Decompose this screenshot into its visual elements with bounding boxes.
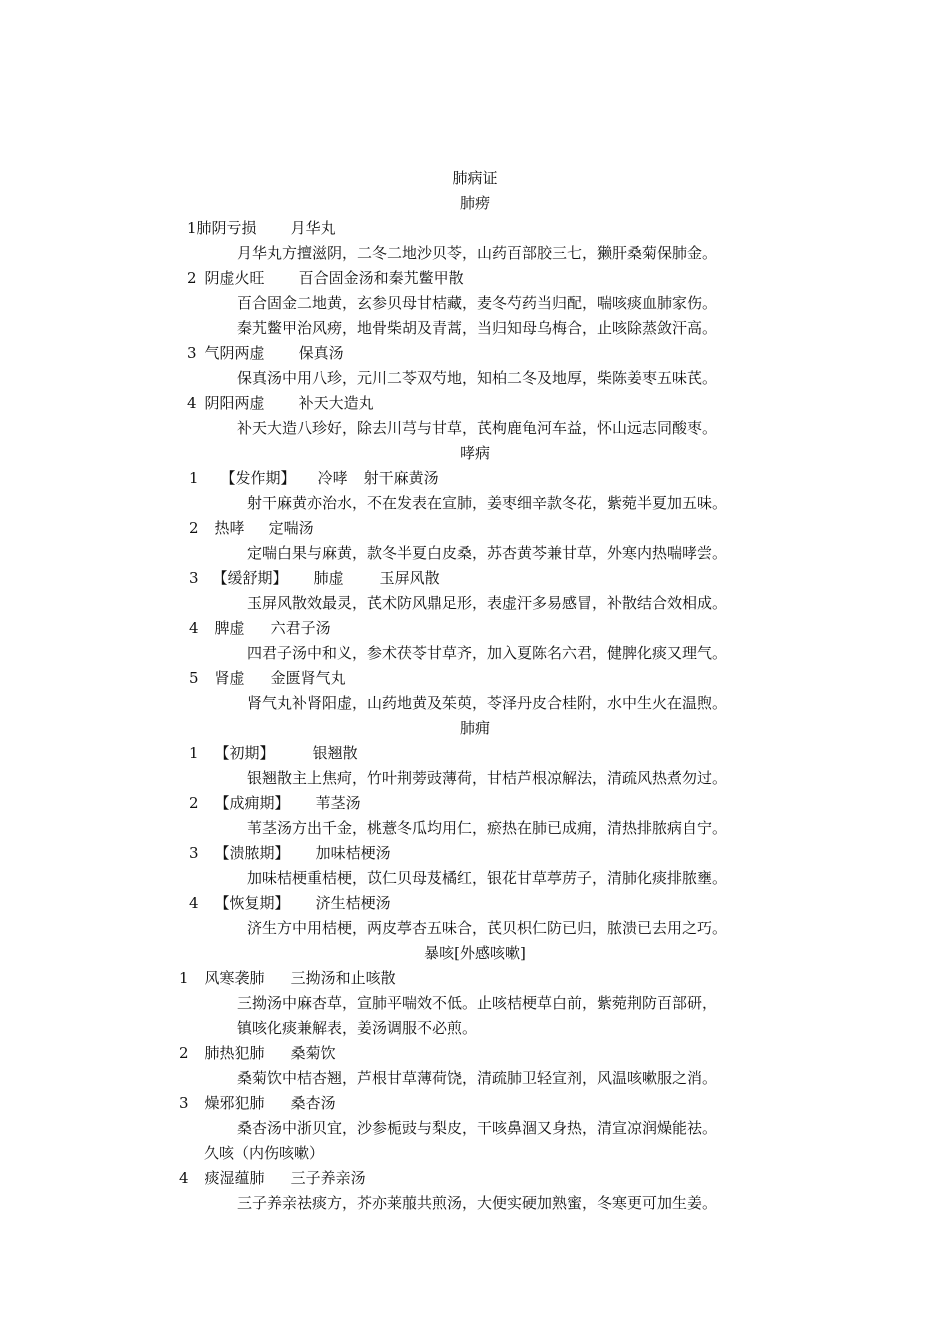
formula-name: 三拗汤和止咳散 xyxy=(290,969,396,987)
syndrome-name: 气阴两虚 xyxy=(204,344,265,362)
section-heading-xiaobing: 哮病 xyxy=(459,444,490,462)
entry-num: 2 xyxy=(187,269,197,287)
entry-header xyxy=(187,218,336,238)
entry-header xyxy=(179,1093,336,1113)
formula-name: 银翘散 xyxy=(312,744,358,762)
formula-name: 定喘汤 xyxy=(268,519,314,537)
entry-num: 5 xyxy=(189,669,199,687)
entry-header xyxy=(189,568,440,588)
section-heading-feilao: 肺痨 xyxy=(459,194,490,212)
syndrome-name: 阴阳两虚 xyxy=(204,394,265,412)
syndrome-name: 肺虚 xyxy=(313,569,344,587)
formula-verse: 保真汤中用八珍，元川二苓双芍地，知柏二冬及地厚，柴陈姜枣五味芪。 xyxy=(237,369,718,387)
entry-num: 2 xyxy=(189,519,199,537)
formula-name: 济生桔梗汤 xyxy=(315,894,391,912)
formula-name: 百合固金汤和秦艽鳖甲散 xyxy=(298,269,464,287)
formula-verse: 补天大造八珍好，除去川芎与甘草，芪枸鹿龟河车益，怀山远志同酸枣。 xyxy=(237,419,718,437)
entry-num: 3 xyxy=(187,344,197,362)
phase-label: 【溃脓期】 xyxy=(214,844,290,862)
formula-name: 三子养亲汤 xyxy=(290,1169,366,1187)
entry-header xyxy=(189,893,391,913)
formula-verse: 肾气丸补肾阳虚，山药地黄及茱萸，苓泽丹皮合桂附，水中生火在温煦。 xyxy=(247,694,728,712)
document-title: 肺病证 xyxy=(452,169,498,187)
entry-header xyxy=(189,518,314,538)
formula-name: 补天大造丸 xyxy=(298,394,374,412)
formula-verse: 三拗汤中麻杏草，宣肺平喘效不低。止咳桔梗草白前，紫菀荆防百部研， xyxy=(237,994,718,1012)
formula-verse: 射干麻黄亦治水，不在发表在宣肺，姜枣细辛款冬花，紫菀半夏加五味。 xyxy=(247,494,728,512)
formula-verse: 三子养亲祛痰方，芥亦莱菔共煎汤，大便实硬加熟蜜，冬寒更可加生姜。 xyxy=(237,1194,718,1212)
syndrome-name: 肺热犯肺 xyxy=(204,1044,265,1062)
formula-verse: 桑菊饮中桔杏翘，芦根甘草薄荷饶，清疏肺卫轻宣剂，风温咳嗽服之消。 xyxy=(237,1069,718,1087)
formula-name: 六君子汤 xyxy=(270,619,331,637)
entry-num: 1 xyxy=(189,469,199,487)
formula-verse: 月华丸方擅滋阴，二冬二地沙贝苓，山药百部胶三七，獭肝桑菊保肺金。 xyxy=(237,244,718,262)
entry-num: 3 xyxy=(189,844,199,862)
syndrome-name: 冷哮 xyxy=(317,469,348,487)
entry-header xyxy=(179,968,396,988)
entry-num: 2 xyxy=(179,1044,189,1062)
syndrome-name: 燥邪犯肺 xyxy=(204,1094,265,1112)
formula-verse: 加味桔梗重桔梗，苡仁贝母芨橘红，银花甘草葶苈子，清肺化痰排脓壅。 xyxy=(247,869,728,887)
entry-header xyxy=(187,343,344,363)
entry-header xyxy=(189,793,361,813)
formula-name: 苇茎汤 xyxy=(315,794,361,812)
entry-num: 1 xyxy=(189,744,199,762)
syndrome-name: 热哮 xyxy=(214,519,245,537)
formula-verse: 济生方中用桔梗，两皮葶杏五味合，芪贝枳仁防已归，脓溃已去用之巧。 xyxy=(247,919,728,937)
formula-name: 桑菊饮 xyxy=(290,1044,336,1062)
section-heading-jiuke: 久咳（内伤咳嗽） xyxy=(204,1144,325,1162)
entry-header xyxy=(189,843,391,863)
formula-verse: 秦艽鳖甲治风痨，地骨柴胡及青蒿，当归知母乌梅合，止咳除蒸敛汗高。 xyxy=(237,319,718,337)
formula-name: 月华丸 xyxy=(290,219,336,237)
entry-header xyxy=(179,1043,336,1063)
syndrome-name: 阴虚火旺 xyxy=(204,269,265,287)
entry-header xyxy=(189,743,358,763)
phase-label: 【初期】 xyxy=(214,744,275,762)
phase-label: 【成痈期】 xyxy=(214,794,290,812)
entry-num: 1 xyxy=(187,219,197,237)
formula-name: 金匮肾气丸 xyxy=(270,669,346,687)
formula-verse: 苇茎汤方出千金，桃薏冬瓜均用仁，瘀热在肺已成痈，清热排脓病自宁。 xyxy=(247,819,728,837)
syndrome-name: 肾虚 xyxy=(214,669,245,687)
section-heading-feiyong: 肺痈 xyxy=(459,719,490,737)
phase-label: 【发作期】 xyxy=(220,469,296,487)
entry-num: 4 xyxy=(189,894,199,912)
formula-name: 保真汤 xyxy=(298,344,344,362)
formula-name: 桑杏汤 xyxy=(290,1094,336,1112)
formula-name: 射干麻黄汤 xyxy=(363,469,439,487)
entry-header xyxy=(189,668,346,688)
entry-num: 3 xyxy=(179,1094,189,1112)
entry-header xyxy=(179,1168,366,1188)
formula-verse: 镇咳化痰兼解表，姜汤调服不必煎。 xyxy=(237,1019,478,1037)
entry-num: 4 xyxy=(187,394,197,412)
section-heading-baoke: 暴咳[外感咳嗽] xyxy=(424,944,526,962)
entry-num: 4 xyxy=(179,1169,189,1187)
entry-num: 1 xyxy=(179,969,189,987)
formula-verse: 四君子汤中和义，参术茯苓甘草齐，加入夏陈名六君，健脾化痰又理气。 xyxy=(247,644,728,662)
syndrome-name: 风寒袭肺 xyxy=(204,969,265,987)
entry-header xyxy=(189,468,439,488)
formula-name: 玉屏风散 xyxy=(379,569,440,587)
entry-num: 3 xyxy=(189,569,199,587)
entry-header xyxy=(189,618,331,638)
formula-verse: 银翘散主上焦疴，竹叶荆蒡豉薄荷，甘桔芦根凉解法，清疏风热煮勿过。 xyxy=(247,769,728,787)
entry-header xyxy=(187,393,374,413)
entry-num: 2 xyxy=(189,794,199,812)
syndrome-name: 肺阴亏损 xyxy=(196,219,257,237)
formula-name: 加味桔梗汤 xyxy=(315,844,391,862)
formula-verse: 桑杏汤中浙贝宜，沙参栀豉与梨皮，干咳鼻涸又身热，清宣凉润燥能祛。 xyxy=(237,1119,718,1137)
phase-label: 【缓舒期】 xyxy=(212,569,288,587)
formula-verse: 玉屏风散效最灵，芪术防风鼎足形，表虚汗多易感冒，补散结合效相成。 xyxy=(247,594,728,612)
formula-verse: 定喘白果与麻黄，款冬半夏白皮桑，苏杏黄芩兼甘草，外寒内热喘哮尝。 xyxy=(247,544,728,562)
entry-num: 4 xyxy=(189,619,199,637)
phase-label: 【恢复期】 xyxy=(214,894,290,912)
syndrome-name: 脾虚 xyxy=(214,619,245,637)
entry-header xyxy=(187,268,464,288)
syndrome-name: 痰湿蕴肺 xyxy=(204,1169,265,1187)
formula-verse: 百合固金二地黄，玄参贝母甘桔藏，麦冬芍药当归配，喘咳痰血肺家伤。 xyxy=(237,294,718,312)
